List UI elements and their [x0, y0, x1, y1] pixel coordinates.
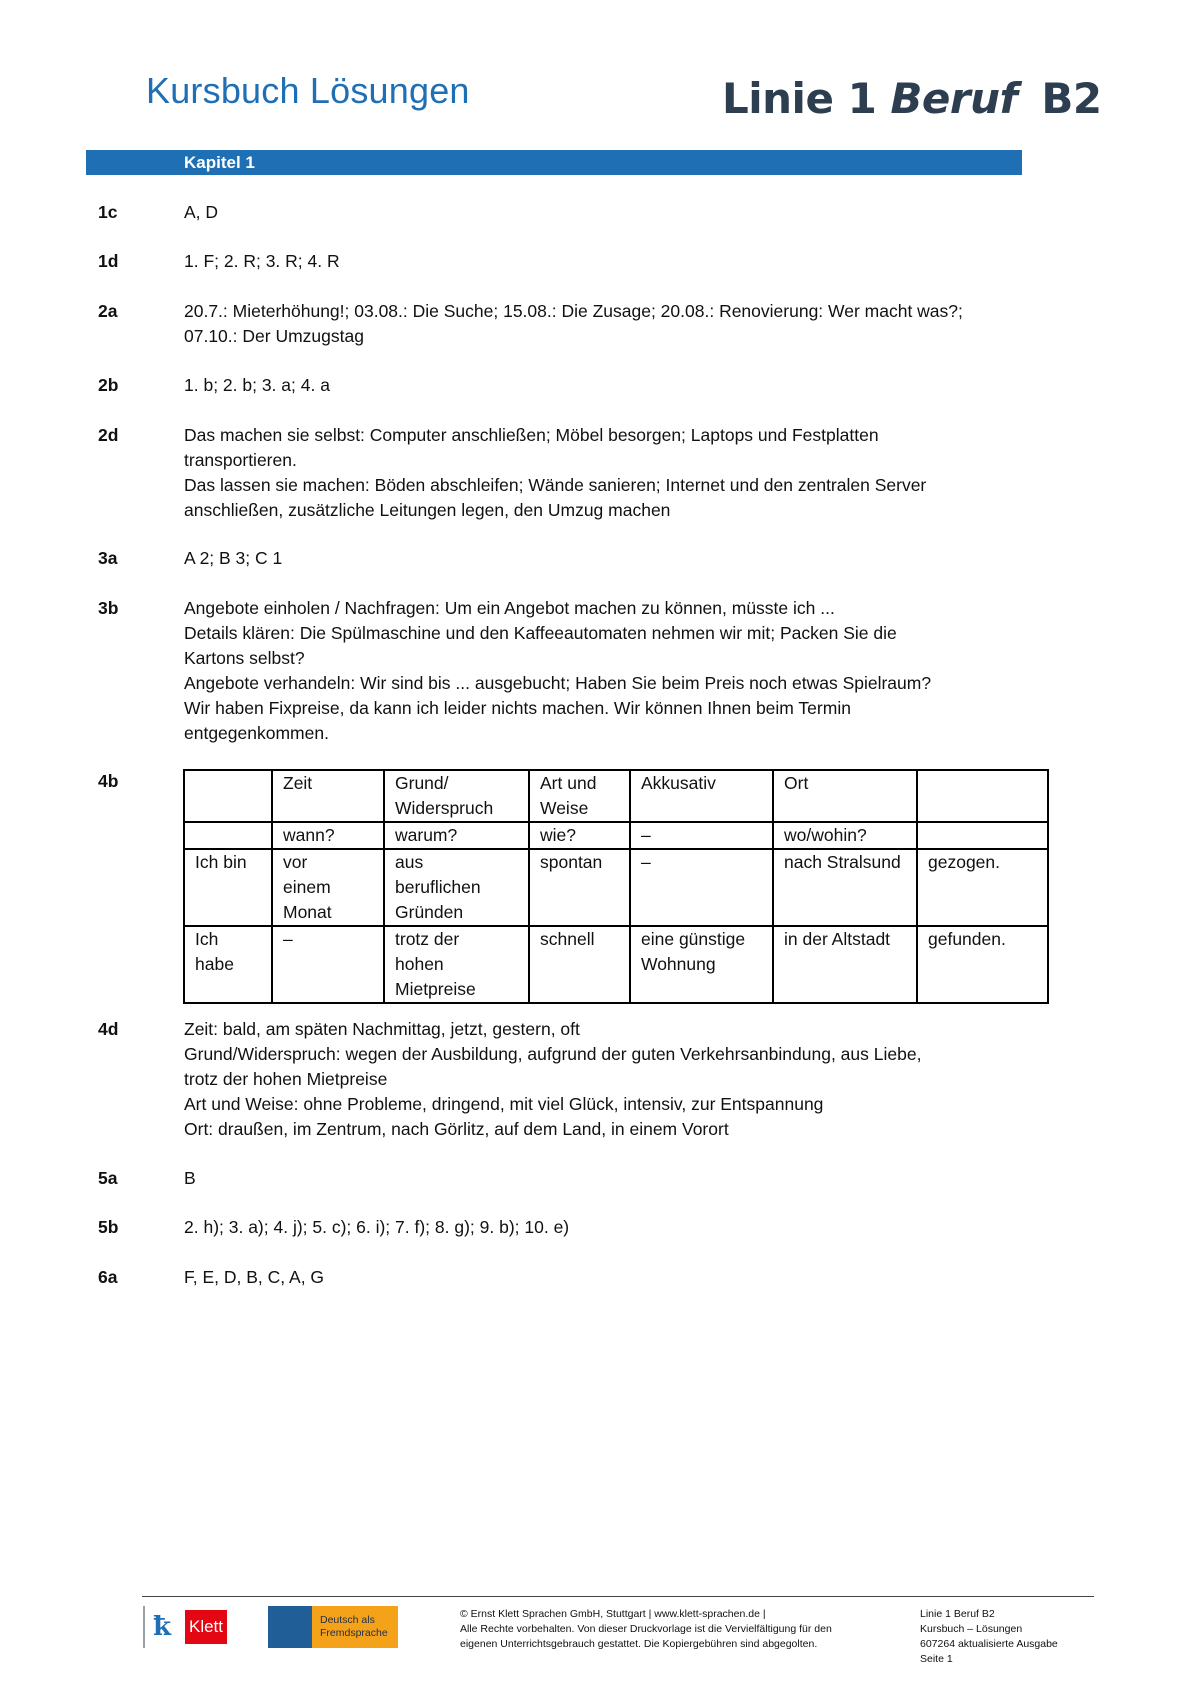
table-cell: eine günstige Wohnung	[630, 926, 773, 1003]
brand-main: Linie 1	[722, 74, 877, 123]
answer-line: 2. h); 3. a); 4. j); 5. c); 6. i); 7. f); 8. g); 9. b); 10. e)	[184, 1217, 570, 1237]
exercise-number: 1d	[98, 251, 119, 271]
exercise-answer	[184, 373, 1004, 398]
exercise-number: 4d	[98, 1019, 119, 1039]
answer-line: Kartons selbst?	[184, 648, 305, 668]
exercise-answer	[184, 596, 1004, 746]
table-cell: aus beruflichen Gründen	[384, 849, 529, 926]
brand-logo	[722, 74, 1102, 123]
table-header-row	[184, 770, 1048, 822]
table-cell: spontan	[529, 849, 630, 926]
exercise-number: 1c	[98, 202, 118, 222]
daf-logo-block	[268, 1606, 312, 1648]
table-cell: Akkusativ	[630, 770, 773, 822]
daf-line1: Deutsch als	[320, 1614, 375, 1626]
answer-line: trotz der hohen Mietpreise	[184, 1069, 388, 1089]
answer-line: A 2; B 3; C 1	[184, 548, 283, 568]
exercise-answer	[184, 1215, 1004, 1240]
table-cell: –	[272, 926, 384, 1003]
answer-line: Angebote einholen / Nachfragen: Um ein Angebot machen zu können, müsste ich ...	[184, 598, 835, 618]
exercise-number: 4b	[98, 771, 119, 791]
exercise-number: 3b	[98, 598, 119, 618]
table-cell: warum?	[384, 822, 529, 849]
answer-line: Details klären: Die Spülmaschine und den Kaffeeautomaten nehmen wir mit; Packen Sie die	[184, 623, 897, 643]
answer-line: anschließen, zusätzliche Leitungen legen, den Umzug machen	[184, 500, 671, 520]
answer-line: 20.7.: Mieterhöhung!; 03.08.: Die Suche; 15.08.: Die Zusage; 20.08.: Renovierung: Wer macht was?;	[184, 301, 963, 321]
table-cell: Ort	[773, 770, 917, 822]
table-cell: trotz der hohen Mietpreise	[384, 926, 529, 1003]
copyright-notice	[460, 1607, 890, 1652]
table-cell: –	[630, 822, 773, 849]
table-cell: wo/wohin?	[773, 822, 917, 849]
brand-italic: Beruf	[890, 74, 1018, 123]
answer-line: 07.10.: Der Umzugstag	[184, 326, 364, 346]
publication-line: 607264 aktualisierte Ausgabe	[920, 1638, 1058, 1650]
table-cell: wann?	[272, 822, 384, 849]
answer-line: F, E, D, B, C, A, G	[184, 1267, 325, 1287]
exercise-answer	[184, 546, 1004, 571]
table-cell: Ich bin	[184, 849, 272, 926]
answer-line: Das lassen sie machen: Böden abschleifen; Wände sanieren; Internet und den zentralen Server	[184, 475, 927, 495]
grammar-table	[183, 769, 1049, 1004]
daf-logo	[268, 1606, 398, 1648]
exercise-number: 5a	[98, 1168, 118, 1188]
chapter-heading: Kapitel 1	[86, 150, 1022, 175]
table-cell: gezogen.	[917, 849, 1048, 926]
answer-line: Zeit: bald, am späten Nachmittag, jetzt, gestern, oft	[184, 1019, 580, 1039]
exercise-answer	[184, 200, 1004, 225]
table-cell: Ich habe	[184, 926, 272, 1003]
answer-line: B	[184, 1168, 196, 1188]
copyright-line: eigenen Unterrichtsgebrauch gestattet. Die Kopiergebühren sind abgegolten.	[460, 1638, 818, 1650]
publication-line: Kursbuch – Lösungen	[920, 1623, 1023, 1635]
table-cell: vor einem Monat	[272, 849, 384, 926]
table-cell: Grund/ Widerspruch	[384, 770, 529, 822]
footer-divider	[142, 1596, 1094, 1597]
exercise-answer	[184, 299, 1004, 349]
table-row	[184, 926, 1048, 1003]
klett-logo	[143, 1606, 227, 1648]
exercise-number: 5b	[98, 1217, 119, 1237]
answer-line: transportieren.	[184, 450, 297, 470]
table-cell	[917, 770, 1048, 822]
exercise-number: 6a	[98, 1267, 118, 1287]
copyright-line: © Ernst Klett Sprachen GmbH, Stuttgart | www.klett-sprachen.de |	[460, 1608, 766, 1620]
table-cell: schnell	[529, 926, 630, 1003]
answer-line: 1. b; 2. b; 3. a; 4. a	[184, 375, 330, 395]
table-cell: wie?	[529, 822, 630, 849]
table-cell	[184, 770, 272, 822]
table-cell: Zeit	[272, 770, 384, 822]
answer-line: Art und Weise: ohne Probleme, dringend, mit viel Glück, intensiv, zur Entspannung	[184, 1094, 824, 1114]
table-cell: nach Stralsund	[773, 849, 917, 926]
publication-line: Linie 1 Beruf B2	[920, 1608, 995, 1620]
table-cell: Art und Weise	[529, 770, 630, 822]
exercise-answer	[184, 249, 1004, 274]
answer-line: entgegenkommen.	[184, 723, 329, 743]
table-cell	[184, 822, 272, 849]
publication-info	[920, 1607, 1090, 1667]
answer-line: 1. F; 2. R; 3. R; 4. R	[184, 251, 340, 271]
table-cell	[917, 822, 1048, 849]
answer-line: Wir haben Fixpreise, da kann ich leider nichts machen. Wir können Ihnen beim Termin	[184, 698, 851, 718]
exercise-answer	[184, 1017, 1004, 1142]
answer-line: Angebote verhandeln: Wir sind bis ... ausgebucht; Haben Sie beim Preis noch etwas Spielraum?	[184, 673, 932, 693]
exercise-answer	[184, 1265, 1004, 1290]
answer-line: Das machen sie selbst: Computer anschließen; Möbel besorgen; Laptops und Festplatten	[184, 425, 879, 445]
klett-mark-icon: ꝁ	[153, 1612, 172, 1642]
exercise-answer	[184, 1166, 1004, 1191]
document-title: Kursbuch Lösungen	[146, 70, 470, 111]
brand-level: B2	[1041, 74, 1102, 123]
table-cell: –	[630, 849, 773, 926]
answer-line: Ort: draußen, im Zentrum, nach Görlitz, auf dem Land, in einem Vorort	[184, 1119, 729, 1139]
exercise-number: 3a	[98, 548, 118, 568]
table-cell: gefunden.	[917, 926, 1048, 1003]
klett-name: Klett	[185, 1610, 227, 1644]
exercise-number: 2d	[98, 425, 119, 445]
exercise-answer	[184, 423, 1004, 523]
answer-line: Grund/Widerspruch: wegen der Ausbildung, aufgrund der guten Verkehrsanbindung, aus Liebe,	[184, 1044, 922, 1064]
exercise-number: 2b	[98, 375, 119, 395]
exercise-number: 2a	[98, 301, 118, 321]
table-row	[184, 849, 1048, 926]
table-cell: in der Altstadt	[773, 926, 917, 1003]
page-number: Seite 1	[920, 1653, 953, 1665]
copyright-line: Alle Rechte vorbehalten. Von dieser Druckvorlage ist die Vervielfältigung für den	[460, 1623, 832, 1635]
table-question-row	[184, 822, 1048, 849]
daf-line2: Fremdsprache	[320, 1627, 388, 1639]
daf-logo-text	[312, 1606, 398, 1648]
answer-line: A, D	[184, 202, 219, 222]
